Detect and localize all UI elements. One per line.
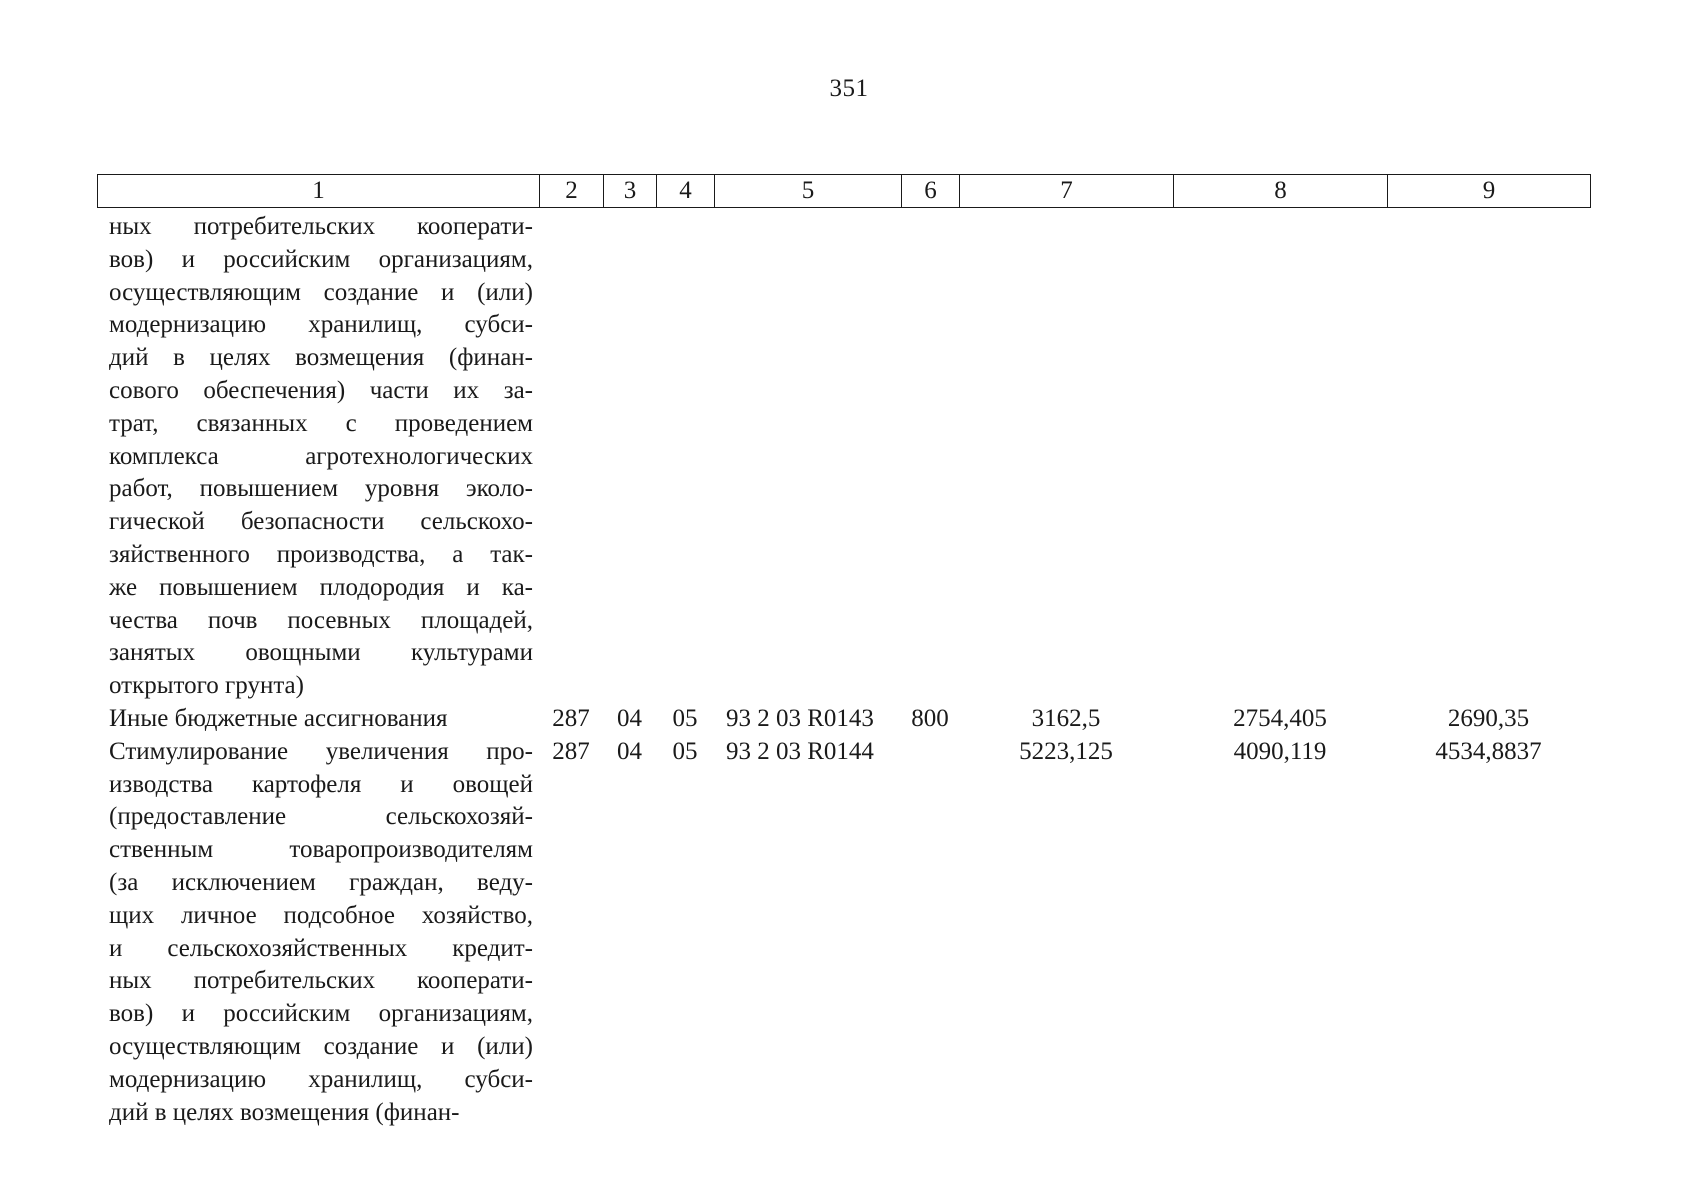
row-col-5-target-article: 93 2 03 R0143: [726, 704, 874, 732]
header-col-9: 9: [1388, 175, 1591, 208]
description-line: гической безопасности сельскохо-: [109, 508, 533, 536]
description-line: же повышением плодородия и ка-: [109, 573, 533, 601]
budget-table-body: [97, 211, 1590, 1129]
description-line: изводства картофеля и овощей: [109, 770, 533, 798]
description-line: осуществляющим создание и (или): [109, 278, 533, 306]
row-col-6-expense-type: [901, 211, 959, 703]
description-line: работ, повышением уровня эколо-: [109, 475, 533, 503]
row-col-8-amount: [1173, 211, 1387, 703]
description-line: вов) и российским организациям,: [109, 245, 533, 273]
page-number: 351: [829, 75, 869, 102]
row-col-7-amount: 3162,5: [1031, 704, 1101, 732]
row-col-5-target-article: 93 2 03 R0144: [726, 737, 874, 765]
row-col-9-amount: [1387, 211, 1590, 703]
row-col-9-amount: 4534,8837: [1435, 737, 1542, 765]
row-col-3-section: [603, 211, 656, 703]
row-col-5-target-article: [714, 211, 901, 703]
row-col-9-amount: 2690,35: [1447, 704, 1530, 732]
row-col-4-subsection: 05: [672, 737, 698, 765]
description-line: сового обеспечения) части их за-: [109, 376, 533, 404]
description-line: ственным товаропроизводителям: [109, 836, 533, 864]
row-description: [97, 736, 539, 1130]
row-col-8-amount: 4090,119: [1233, 737, 1327, 765]
row-col-7-amount: 5223,125: [1019, 737, 1113, 765]
description-line: чества почв посевных площадей,: [109, 606, 533, 634]
table-row: [97, 703, 1590, 736]
row-col-2-admin-code: 287: [552, 704, 590, 732]
row-col-4-subsection: [656, 211, 714, 703]
row-col-6-expense-type: [901, 736, 959, 1130]
description-line: дий в целях возмещения (финан-: [109, 1098, 460, 1126]
row-col-4-subsection: 05: [672, 704, 698, 732]
description-line: комплекса агротехнологических: [109, 442, 533, 470]
description-line: щих личное подсобное хозяйство,: [109, 901, 533, 929]
description-line: (предоставление сельскохозяй-: [109, 803, 533, 831]
header-col-7: 7: [960, 175, 1174, 208]
header-col-5: 5: [715, 175, 902, 208]
header-col-4: 4: [657, 175, 715, 208]
row-description: [97, 211, 539, 703]
description-line: открытого грунта): [109, 672, 304, 700]
header-col-3: 3: [604, 175, 657, 208]
header-col-1: 1: [98, 175, 540, 208]
row-col-3-section: 04: [617, 704, 642, 732]
description-line: Стимулирование увеличения про-: [109, 737, 533, 765]
description-line: дий в целях возмещения (финан-: [109, 344, 533, 372]
row-col-7-amount: [959, 211, 1173, 703]
description-line: трат, связанных с проведением: [109, 409, 533, 437]
header-col-6: 6: [902, 175, 960, 208]
description-line: зяйственного производства, а так-: [109, 540, 533, 568]
description-line: вов) и российским организациям,: [109, 1000, 533, 1028]
row-col-6-expense-type: 800: [911, 704, 949, 732]
header-col-2: 2: [540, 175, 604, 208]
description-line: (за исключением граждан, веду-: [109, 868, 533, 896]
header-col-8: 8: [1174, 175, 1388, 208]
row-description: [97, 703, 539, 736]
description-line: ных потребительских кооперати-: [109, 967, 533, 995]
header-row: [98, 175, 1591, 208]
table-header: [97, 174, 1591, 208]
description-line: ных потребительских кооперати-: [109, 213, 533, 240]
row-col-2-admin-code: 287: [552, 737, 590, 765]
row-col-3-section: 04: [617, 737, 642, 765]
table-row: [97, 736, 1590, 1130]
description-line: модернизацию хранилищ, субси-: [109, 311, 533, 339]
description-line: занятых овощными культурами: [109, 639, 533, 667]
table-row: [97, 211, 1590, 703]
description-line: осуществляющим создание и (или): [109, 1032, 533, 1060]
description-line: и сельскохозяйственных кредит-: [109, 934, 533, 962]
row-col-8-amount: 2754,405: [1233, 704, 1327, 732]
row-col-2-admin-code: [539, 211, 603, 703]
description-line: Иные бюджетные ассигнования: [109, 704, 448, 732]
description-line: модернизацию хранилищ, субси-: [109, 1065, 533, 1093]
